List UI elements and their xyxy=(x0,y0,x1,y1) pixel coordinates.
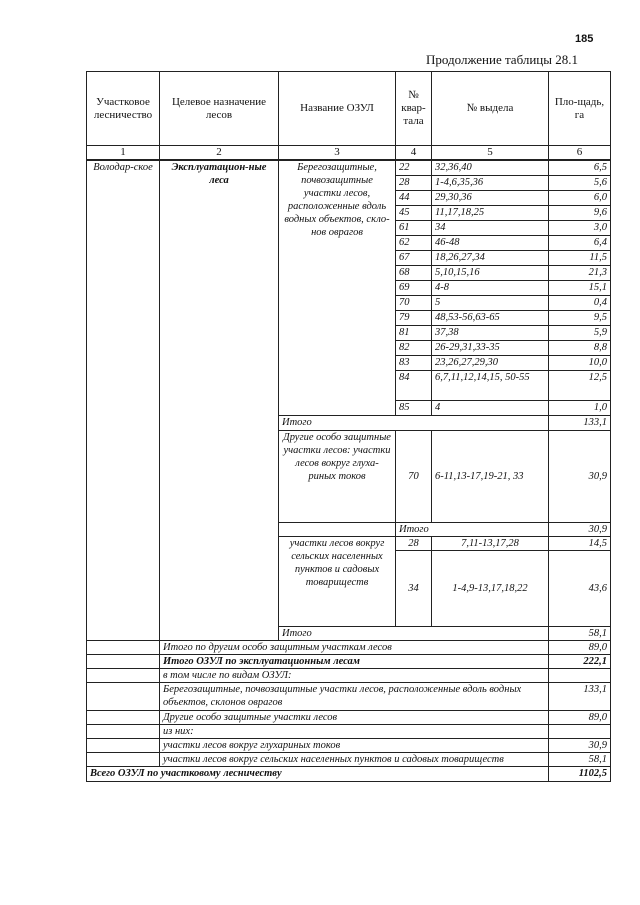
area-cell: 15,1 xyxy=(549,280,611,295)
column-number: 6 xyxy=(549,146,611,161)
table-row xyxy=(87,752,611,766)
summary-label: Итого по другим особо защитным участкам лесов xyxy=(160,640,549,654)
quarter-cell: 79 xyxy=(396,310,432,325)
quarter-cell: 61 xyxy=(396,220,432,235)
allotment-cell: 37,38 xyxy=(432,325,549,340)
subtotal-value: 133,1 xyxy=(549,415,611,430)
ozul-table xyxy=(86,71,611,782)
allotment-cell: 4-8 xyxy=(432,280,549,295)
quarter-cell: 28 xyxy=(396,536,432,550)
column-number: 4 xyxy=(396,146,432,161)
quarter-cell: 45 xyxy=(396,205,432,220)
summary-label: участки лесов вокруг глухариных токов xyxy=(160,738,549,752)
summary-value: 89,0 xyxy=(549,710,611,724)
purpose-name: Эксплуатацион-ные леса xyxy=(160,160,279,640)
grand-total-value: 1102,5 xyxy=(549,766,611,781)
page-number: 185 xyxy=(575,33,594,45)
quarter-cell: 85 xyxy=(396,400,432,415)
table-row xyxy=(87,724,611,738)
empty-cell xyxy=(87,710,160,724)
header-purpose: Целевое назначение лесов xyxy=(160,72,279,146)
quarter-cell: 70 xyxy=(396,295,432,310)
area-cell: 43,6 xyxy=(549,550,611,626)
quarter-cell: 44 xyxy=(396,190,432,205)
subtotal-label: Итого xyxy=(279,415,549,430)
ozul-group-name: участки лесов вокруг сельских населенных пунктов и садовых товариществ xyxy=(279,536,396,626)
allotment-cell: 6,7,11,12,14,15, 50-55 xyxy=(432,370,549,400)
summary-value: 222,1 xyxy=(549,654,611,668)
allotment-cell: 6-11,13-17,19-21, 33 xyxy=(432,430,549,522)
quarter-cell: 70 xyxy=(396,430,432,522)
summary-label: Итого ОЗУЛ по эксплуатационным лесам xyxy=(160,654,549,668)
summary-value: 58,1 xyxy=(549,752,611,766)
table-continuation-caption: Продолжение таблицы 28.1 xyxy=(426,52,578,67)
allotment-cell: 7,11-13,17,28 xyxy=(432,536,549,550)
header-allotment: № выдела xyxy=(432,72,549,146)
table-row xyxy=(87,710,611,724)
quarter-cell: 62 xyxy=(396,235,432,250)
area-cell: 11,5 xyxy=(549,250,611,265)
area-cell: 30,9 xyxy=(549,430,611,522)
empty-cell xyxy=(87,738,160,752)
area-cell: 5,6 xyxy=(549,175,611,190)
area-cell: 21,3 xyxy=(549,265,611,280)
table-row xyxy=(87,682,611,710)
quarter-cell: 68 xyxy=(396,265,432,280)
summary-label: из них: xyxy=(160,724,549,738)
ozul-group-name: Другие особо защитные участки лесов: участки лесов вокруг глуха-риных токов xyxy=(279,430,396,522)
allotment-cell: 5,10,15,16 xyxy=(432,265,549,280)
allotment-cell: 26-29,31,33-35 xyxy=(432,340,549,355)
area-cell: 3,0 xyxy=(549,220,611,235)
table-row xyxy=(87,160,611,175)
area-cell: 6,5 xyxy=(549,160,611,175)
area-cell: 10,0 xyxy=(549,355,611,370)
summary-value xyxy=(549,724,611,738)
area-cell: 6,0 xyxy=(549,190,611,205)
summary-label: участки лесов вокруг сельских населенных пунктов и садовых товариществ xyxy=(160,752,549,766)
table-row xyxy=(87,640,611,654)
quarter-cell: 34 xyxy=(396,550,432,626)
empty-cell xyxy=(87,640,160,654)
subtotal-label: Итого xyxy=(279,626,549,640)
allotment-cell: 18,26,27,34 xyxy=(432,250,549,265)
allotment-cell: 1-4,6,35,36 xyxy=(432,175,549,190)
summary-value xyxy=(549,668,611,682)
table-row xyxy=(87,654,611,668)
quarter-cell: 22 xyxy=(396,160,432,175)
summary-label: Берегозащитные, почвозащитные участки лесов, расположенные вдоль водных объектов, склонов оврагов xyxy=(160,682,549,710)
area-cell: 5,9 xyxy=(549,325,611,340)
column-number: 2 xyxy=(160,146,279,161)
area-cell: 9,6 xyxy=(549,205,611,220)
area-cell: 0,4 xyxy=(549,295,611,310)
empty-cell xyxy=(87,682,160,710)
table-row xyxy=(87,738,611,752)
quarter-cell: 67 xyxy=(396,250,432,265)
summary-value: 30,9 xyxy=(549,738,611,752)
area-cell: 12,5 xyxy=(549,370,611,400)
table-row xyxy=(87,766,611,781)
allotment-cell: 34 xyxy=(432,220,549,235)
summary-value: 89,0 xyxy=(549,640,611,654)
grand-total-label: Всего ОЗУЛ по участковому лесничеству xyxy=(87,766,549,781)
quarter-cell: 69 xyxy=(396,280,432,295)
empty-cell xyxy=(87,724,160,738)
summary-label: в том числе по видам ОЗУЛ: xyxy=(160,668,549,682)
header-forestry: Участковое лесничество xyxy=(87,72,160,146)
quarter-cell: 84 xyxy=(396,370,432,400)
subtotal-value: 30,9 xyxy=(549,522,611,536)
allotment-cell: 1-4,9-13,17,18,22 xyxy=(432,550,549,626)
area-cell: 1,0 xyxy=(549,400,611,415)
allotment-cell: 23,26,27,29,30 xyxy=(432,355,549,370)
area-cell: 14,5 xyxy=(549,536,611,550)
allotment-cell: 32,36,40 xyxy=(432,160,549,175)
area-cell: 8,8 xyxy=(549,340,611,355)
empty-cell xyxy=(279,522,396,536)
subtotal-value: 58,1 xyxy=(549,626,611,640)
summary-value: 133,1 xyxy=(549,682,611,710)
area-cell: 6,4 xyxy=(549,235,611,250)
quarter-cell: 82 xyxy=(396,340,432,355)
subtotal-label: Итого xyxy=(396,522,549,536)
forestry-name: Володар-ское xyxy=(87,160,160,640)
ozul-group-name: Берегозащитные, почвозащитные участки лесов, расположенные вдоль водных объектов, скло-нов оврагов xyxy=(279,160,396,415)
header-area: Пло-щадь, га xyxy=(549,72,611,146)
header-quarter: № квар-тала xyxy=(396,72,432,146)
allotment-cell: 46-48 xyxy=(432,235,549,250)
area-cell: 9,5 xyxy=(549,310,611,325)
allotment-cell: 5 xyxy=(432,295,549,310)
allotment-cell: 4 xyxy=(432,400,549,415)
quarter-cell: 81 xyxy=(396,325,432,340)
allotment-cell: 48,53-56,63-65 xyxy=(432,310,549,325)
table-row xyxy=(87,668,611,682)
empty-cell xyxy=(87,752,160,766)
header-ozul-name: Название ОЗУЛ xyxy=(279,72,396,146)
allotment-cell: 29,30,36 xyxy=(432,190,549,205)
quarter-cell: 28 xyxy=(396,175,432,190)
column-number: 3 xyxy=(279,146,396,161)
column-number: 5 xyxy=(432,146,549,161)
quarter-cell: 83 xyxy=(396,355,432,370)
column-number: 1 xyxy=(87,146,160,161)
allotment-cell: 11,17,18,25 xyxy=(432,205,549,220)
empty-cell xyxy=(87,668,160,682)
empty-cell xyxy=(87,654,160,668)
summary-label: Другие особо защитные участки лесов xyxy=(160,710,549,724)
